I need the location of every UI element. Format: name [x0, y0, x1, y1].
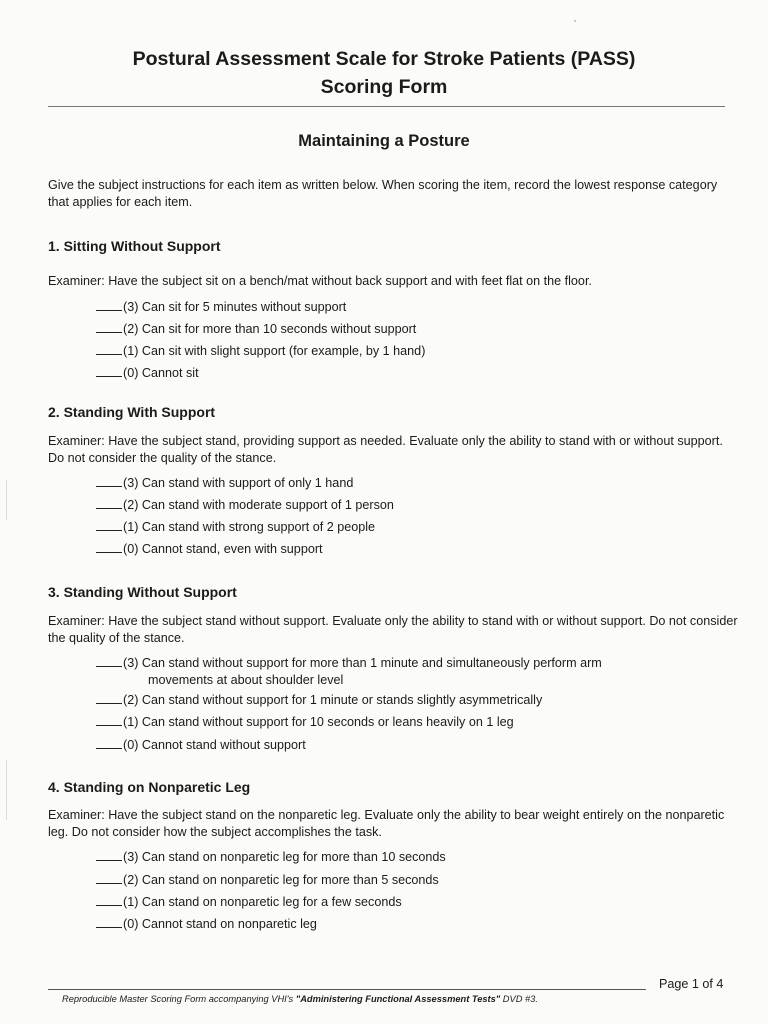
scan-edge-mark	[6, 760, 7, 820]
score-blank[interactable]	[96, 343, 122, 355]
item-4-option-1	[96, 894, 696, 911]
footer-text: Reproducible Master Scoring Form accompanying VHI's	[62, 994, 296, 1004]
option-label: (1) Can stand with strong support of 2 people	[123, 520, 376, 534]
item-3-instruction: Examiner: Have the subject stand without support. Evaluate only the ability to stand with or without support. Do not consider the quality of the stance.	[48, 614, 738, 645]
score-blank[interactable]	[96, 872, 122, 884]
item-3-option-3	[96, 655, 696, 689]
score-blank[interactable]	[96, 475, 122, 487]
item-4-instruction: Examiner: Have the subject stand on the nonparetic leg. Evaluate only the ability to bear weight entirely on the nonparetic leg. Do not consider how the subject accomplishes the task.	[48, 808, 725, 839]
option-label: (0) Cannot stand without support	[123, 738, 306, 752]
item-3-option-0	[96, 737, 696, 754]
item-1-instruction: Examiner: Have the subject sit on a bench/mat without back support and with feet flat on the floor.	[48, 274, 592, 288]
footer-note	[62, 994, 538, 1004]
form-title: Postural Assessment Scale for Stroke Patients (PASS)	[132, 48, 636, 70]
score-blank[interactable]	[96, 737, 122, 749]
option-label-continuation: movements at about shoulder level	[148, 673, 344, 687]
item-3-option-1	[96, 714, 696, 731]
option-label: (0) Cannot stand on nonparetic leg	[123, 917, 317, 931]
option-label: (1) Can stand on nonparetic leg for a few seconds	[123, 895, 402, 909]
score-blank[interactable]	[96, 692, 122, 704]
option-label: (2) Can stand without support for 1 minute or stands slightly asymmetrically	[123, 693, 543, 707]
option-label: (3) Can sit for 5 minutes without support	[123, 300, 347, 314]
score-blank[interactable]	[96, 497, 122, 509]
option-label: (0) Cannot stand, even with support	[123, 542, 323, 556]
page-number: Page 1 of 4	[659, 977, 724, 991]
option-label: (1) Can sit with slight support (for example, by 1 hand)	[123, 344, 426, 358]
item-1-option-2	[96, 321, 696, 338]
item-2-option-2	[96, 497, 696, 514]
option-label: (0) Cannot sit	[123, 366, 199, 380]
option-label: (2) Can sit for more than 10 seconds without support	[123, 322, 417, 336]
option-label: (3) Can stand on nonparetic leg for more than 10 seconds	[123, 850, 446, 864]
footer-divider	[48, 989, 646, 990]
intro-paragraph: Give the subject instructions for each item as written below. When scoring the item, record the lowest response category that applies for each item.	[48, 178, 718, 209]
scan-speck	[574, 20, 576, 22]
option-label: (2) Can stand on nonparetic leg for more than 5 seconds	[123, 873, 439, 887]
item-1-option-1	[96, 343, 696, 360]
option-label: (2) Can stand with moderate support of 1 person	[123, 498, 394, 512]
footer-tail: DVD #3.	[500, 994, 538, 1004]
score-blank[interactable]	[96, 894, 122, 906]
footer-emphasis: "Administering Functional Assessment Tests"	[295, 994, 501, 1004]
item-4-option-0	[96, 916, 696, 933]
scan-edge-mark	[6, 480, 7, 520]
option-label: (3) Can stand with support of only 1 hand	[123, 476, 354, 490]
item-2-instruction: Examiner: Have the subject stand, providing support as needed. Evaluate only the ability to stand with or without support. Do not consider the quality of the stance.	[48, 434, 723, 465]
score-blank[interactable]	[96, 714, 122, 726]
score-blank[interactable]	[96, 655, 122, 667]
score-blank[interactable]	[96, 365, 122, 377]
score-blank[interactable]	[96, 916, 122, 928]
score-blank[interactable]	[96, 541, 122, 553]
item-4-option-2	[96, 872, 696, 889]
score-blank[interactable]	[96, 299, 122, 311]
item-3-heading: 3. Standing Without Support	[48, 584, 237, 600]
item-1-heading: 1. Sitting Without Support	[48, 238, 221, 254]
item-3-option-2	[96, 692, 696, 709]
score-blank[interactable]	[96, 519, 122, 531]
item-4-heading: 4. Standing on Nonparetic Leg	[48, 779, 251, 795]
item-1-option-3	[96, 299, 696, 316]
item-2-option-0	[96, 541, 696, 558]
item-2-heading: 2. Standing With Support	[48, 404, 216, 420]
option-label: (3) Can stand without support for more than 1 minute and simultaneously perform arm	[123, 656, 602, 670]
option-label: (1) Can stand without support for 10 seconds or leans heavily on 1 leg	[123, 715, 514, 729]
section-subtitle: Maintaining a Posture	[298, 132, 470, 150]
item-1-option-0	[96, 365, 696, 382]
score-blank[interactable]	[96, 849, 122, 861]
item-4-option-3	[96, 849, 696, 866]
item-2-option-1	[96, 519, 696, 536]
title-divider	[48, 106, 725, 107]
form-title-line2: Scoring Form	[320, 76, 448, 98]
item-2-option-3	[96, 475, 696, 492]
score-blank[interactable]	[96, 321, 122, 333]
